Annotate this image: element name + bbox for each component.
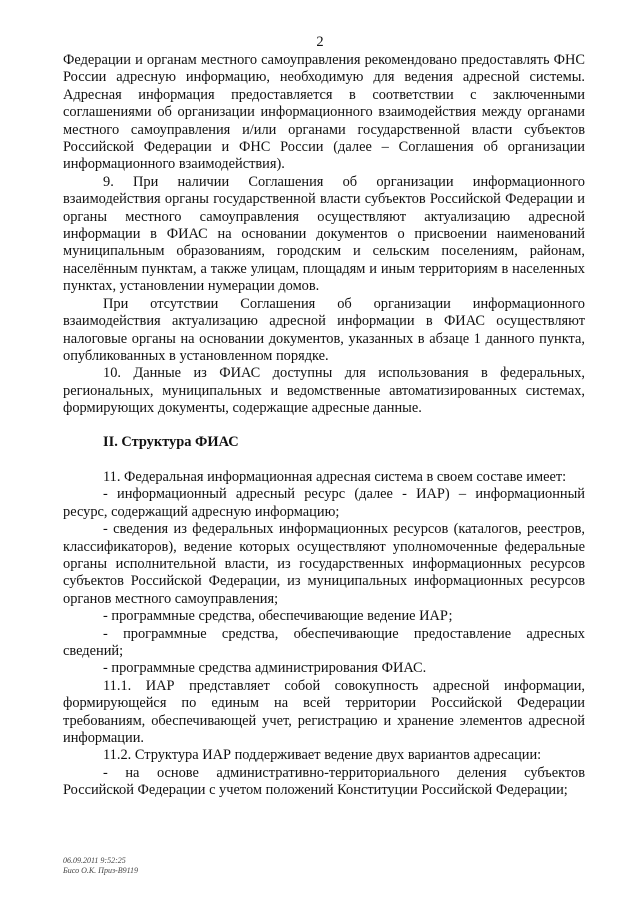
- list-item-software-iar: - программные средства, обеспечивающие ведение ИАР;: [103, 608, 453, 625]
- paragraph-item-11: 11. Федеральная информационная адресная система в своем составе имеет:: [103, 468, 567, 485]
- paragraph-absence-agreement: При отсутствии Соглашения об организации информационного взаимодействия актуализацию адресной информации в ФИАС осуществляют налоговые органы на основании документов, указанных в абзаце 1 данного пункта, опубликованных в установленном порядке.: [63, 295, 585, 364]
- paragraph-continuation: Федерации и органам местного самоуправления рекомендовано предоставлять ФНС России адресную информацию, необходимую для ведения адресной системы. Адресная информация предоставляется в соответствии с заключенными соглашениями об организации информационного взаимодействия между органами местного самоуправления и/или органами государственной власти субъектов Российской Федерации и ФНС России (далее – Соглашения об организации информационного взаимодействия).: [63, 52, 585, 173]
- list-item-software-admin: - программные средства администрирования ФИАС.: [103, 660, 427, 677]
- paragraph-item-11-1: 11.1. ИАР представляет собой совокупность адресной информации, формирующейся по единым на всей территории Российской Федерации требованиям, обеспечивающей учет, регистрацию и хранение элементов адресной информации.: [63, 677, 585, 747]
- document-body: [63, 52, 585, 800]
- section-heading: II. Структура ФИАС: [103, 433, 239, 450]
- list-item-federal-resources: - сведения из федеральных информационных ресурсов (каталогов, реестров, классификаторов), ведение которых осуществляют уполномоченные федеральные органы исполнительной власти, из государственных информационных ресурсов субъектов Российской Федерации, из муниципальных информационных ресурсов органов местного самоуправления;: [63, 521, 585, 607]
- footer-stamp: [63, 856, 138, 876]
- page-number: 2: [316, 34, 324, 50]
- footer-timestamp: 06.09.2011 9:52:25: [63, 856, 126, 865]
- list-item-software-provision: - программные средства, обеспечивающие предоставление адресных сведений;: [63, 625, 585, 659]
- paragraph-item-9: 9. При наличии Соглашения об организации информационного взаимодействия органы государственной власти субъектов Российской Федерации и органы местного самоуправления осуществляют актуализацию адресной информации в ФИАС на основании документов о присвоении наименований муниципальным образованиям, городским и сельским поселениям, районам, населённым пунктам, а также улицам, площадям и иным территориям в населенных пунктах, установлении нумерации домов.: [63, 173, 585, 295]
- paragraph-item-10: 10. Данные из ФИАС доступны для использования в федеральных, региональных, муниципальных и ведомственные автоматизированных системах, формирующих документы, содержащие адресные данные.: [63, 365, 585, 417]
- paragraph-item-11-2: 11.2. Структура ИАР поддерживает ведение двух вариантов адресации:: [103, 747, 542, 764]
- footer-author: Бисо О.К. Приз-В9119: [63, 866, 139, 875]
- list-item-admin-division: - на основе административно-территориального деления субъектов Российской Федерации с учетом положений Конституции Российской Федерации;: [63, 764, 585, 799]
- list-item-iar: - информационный адресный ресурс (далее - ИАР) – информационный ресурс, содержащий адресную информацию;: [63, 486, 585, 520]
